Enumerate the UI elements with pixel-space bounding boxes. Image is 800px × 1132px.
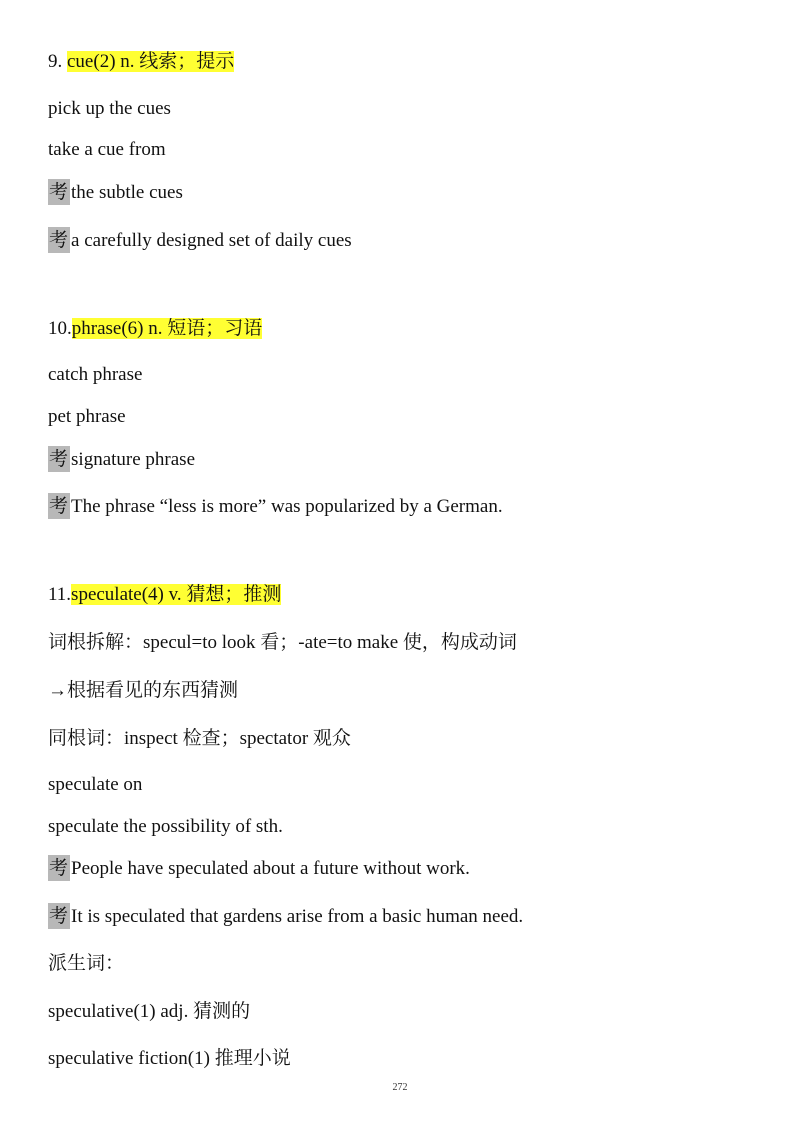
phrase-text: The phrase “less is more” was popularized by a German. [71, 496, 503, 517]
exam-mark-badge: 考 [49, 495, 69, 517]
phrase-text: 词根拆解：specul=to look 看；-ate=to make 使，构成动词 [48, 632, 517, 653]
phrase-text: 派生词： [48, 953, 125, 974]
etymology-line [48, 678, 238, 704]
entry-heading [48, 582, 281, 608]
phrase-line [48, 404, 126, 430]
phrase-text: pet phrase [48, 406, 126, 427]
exam-mark-badge: 考 [49, 857, 69, 879]
phrase-text: It is speculated that gardens arise from a basic human need. [71, 906, 524, 927]
phrase-text: speculative fiction(1) 推理小说 [48, 1048, 291, 1069]
exam-phrase-line [48, 227, 352, 254]
phrase-line [48, 96, 171, 122]
exam-mark-badge: 考 [49, 905, 69, 927]
phrase-text: speculate the possibility of sth. [48, 816, 283, 837]
phrase-text: signature phrase [71, 449, 195, 470]
entry-heading [48, 316, 262, 342]
phrase-text: speculative(1) adj. 猜测的 [48, 1001, 251, 1022]
phrase-text: a carefully designed set of daily cues [71, 230, 352, 251]
phrase-line [48, 362, 142, 388]
exam-phrase-line [48, 903, 523, 930]
page-number: 272 [392, 1082, 408, 1093]
cognate-line [48, 726, 351, 752]
exam-phrase-line [48, 493, 503, 520]
entry-number: 10. [48, 318, 72, 339]
entry-number: 9. [48, 51, 63, 72]
phrase-line [48, 772, 142, 798]
phrase-text: People have speculated about a future without work. [71, 858, 470, 879]
phrase-text: →根据看见的东西猜测 [48, 680, 239, 701]
exam-mark-badge: 考 [49, 181, 69, 203]
phrase-text: pick up the cues [48, 98, 171, 119]
phrase-text: 同根词：inspect 检查；spectator 观众 [48, 728, 351, 749]
exam-phrase-line [48, 179, 183, 206]
exam-phrase-line [48, 855, 470, 882]
phrase-line [48, 137, 166, 163]
entry-headword: cue(2) n. 线索；提示 [67, 51, 235, 72]
etymology-line [48, 630, 517, 656]
entry-headword: speculate(4) v. 猜想；推测 [71, 584, 282, 605]
exam-mark-badge: 考 [49, 448, 69, 470]
phrase-text: take a cue from [48, 139, 166, 160]
derivative-line [48, 999, 250, 1025]
exam-phrase-line [48, 446, 195, 473]
phrase-text: catch phrase [48, 364, 143, 385]
phrase-text: the subtle cues [71, 182, 183, 203]
phrase-text: speculate on [48, 774, 143, 795]
entry-heading [48, 49, 234, 75]
phrase-line [48, 814, 283, 840]
exam-mark-badge: 考 [49, 229, 69, 251]
entry-headword: phrase(6) n. 短语；习语 [71, 318, 263, 339]
entry-number: 11. [48, 584, 72, 605]
derivative-line [48, 1046, 291, 1072]
derivatives-label [48, 951, 124, 977]
